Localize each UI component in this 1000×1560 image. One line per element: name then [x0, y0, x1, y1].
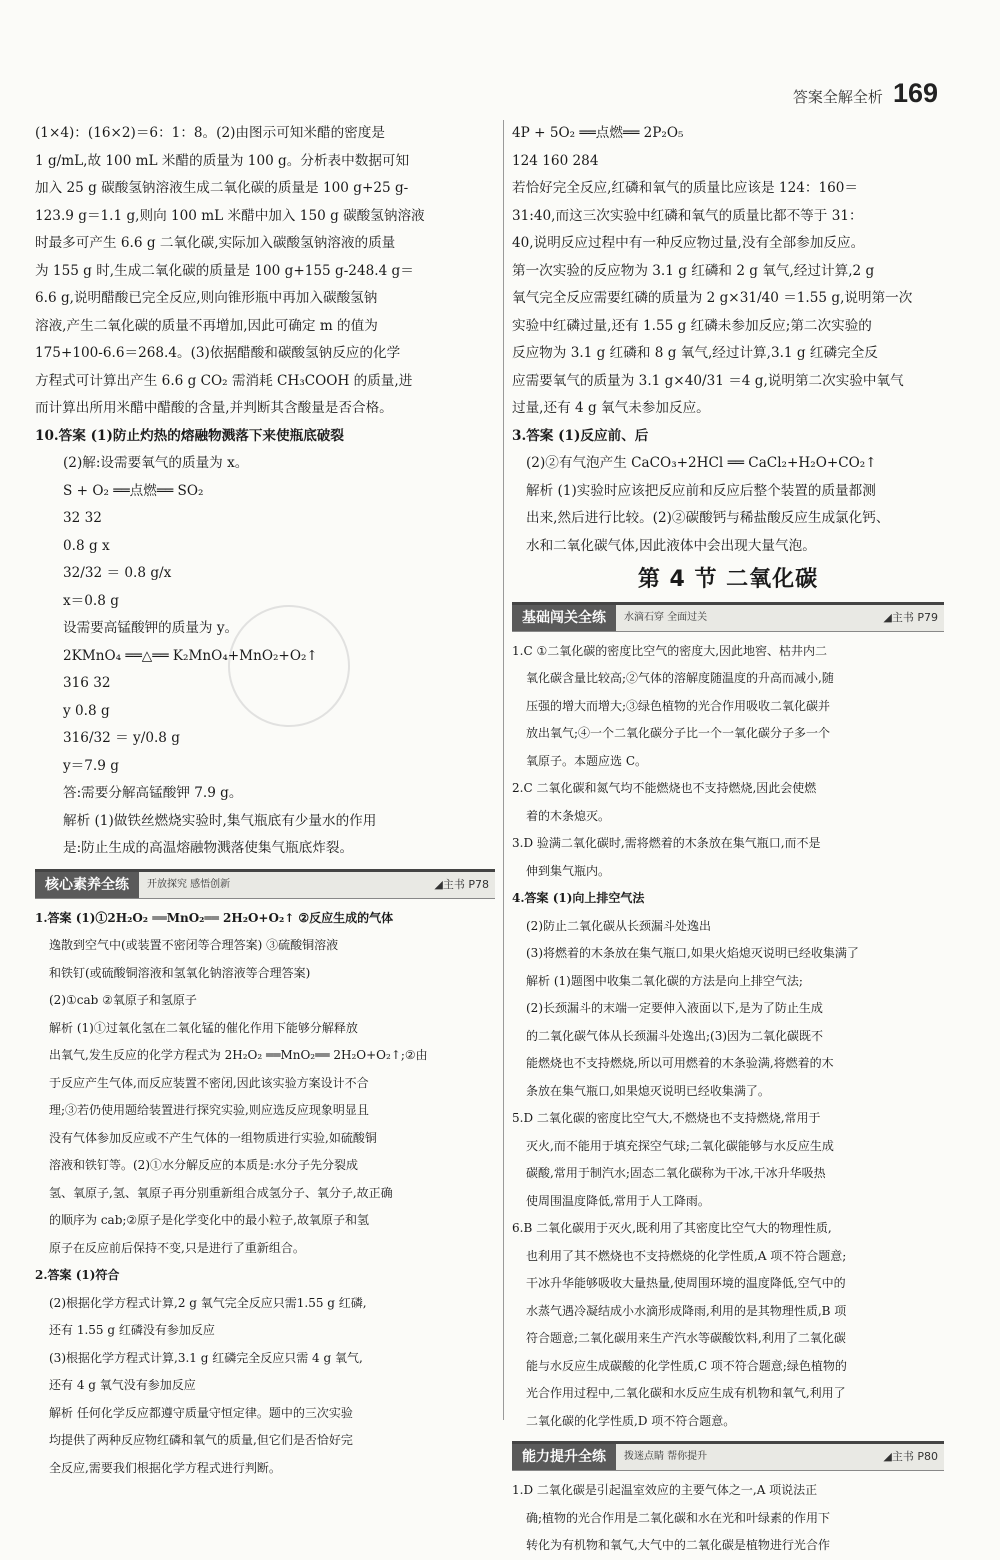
- analysis: 的顺序为 cab;②原子是化学变化中的最小粒子,故氧原子和氢: [49, 1213, 369, 1227]
- equation: 0.8 g x: [63, 537, 110, 554]
- text-line: 第一次实验的反应物为 3.1 g 红磷和 2 g 氧气,经过计算,2 g: [512, 262, 875, 279]
- equation: 316 32: [63, 675, 111, 691]
- text-line: 水蒸气遇冷凝结成小水滴形成降雨,利用的是其物理性质,B 项: [526, 1303, 847, 1318]
- analysis: 能燃烧也不支持燃烧,所以可用燃着的木条验满,将燃着的木: [526, 1056, 834, 1070]
- analysis: (2)长颈漏斗的末端一定要伸入液面以下,是为了防止生成: [526, 1001, 823, 1015]
- text-line: 175+100-6.6＝268.4。(3)依据醋酸和碳酸氢钠反应的化学: [35, 345, 401, 361]
- analysis: 没有气体参加反应或不产生气体的一组物质进行实验,如硫酸铜: [49, 1130, 377, 1145]
- text-line: 逸散到空气中(或装置不密闭等合理答案) ③硫酸铜溶液: [49, 938, 339, 952]
- equation: 124 160 284: [512, 152, 599, 169]
- text-line: 过量,还有 4 g 氧气未参加反应。: [512, 400, 710, 416]
- text-line: 转化为有机物和氧气,大气中的二氧化碳是植物进行光合作: [526, 1538, 830, 1552]
- text-line: 方程式可计算出产生 6.6 g CO₂ 需消耗 CH₃COOH 的质量,进: [35, 372, 413, 389]
- text-line: 还有 1.55 g 红磷没有参加反应: [49, 1323, 215, 1337]
- text-line: 6.6 g,说明醋酸已完全反应,则向锥形瓶中再加入碳酸氢钠: [35, 290, 378, 306]
- text-line: 为 155 g 时,生成二氧化碳的质量是 100 g+155 g-248.4 g＝: [35, 262, 414, 279]
- analysis: 是:防止生成的高温熔融物溅落使集气瓶底炸裂。: [63, 840, 354, 856]
- equation: y 0.8 g: [63, 702, 110, 719]
- answer-heading: 10.答案 (1)防止灼热的熔融物溅落下来使瓶底破裂: [35, 427, 344, 444]
- text-line: (1×4)：(16×2)＝6：1：8。(2)由图示可知米醋的密度是: [35, 125, 385, 141]
- text-line: 而计算出所用米醋中醋酸的含量,并判断其含酸量是否合格。: [35, 400, 393, 416]
- text-line: 还有 4 g 氧气没有参加反应: [49, 1378, 196, 1392]
- text-line: 能与水反应生成碳酸的化学性质,C 项不符合题意;绿色植物的: [526, 1358, 847, 1373]
- answer-heading: 4.答案 (1)向上排空气法: [512, 891, 645, 905]
- text-line: 也利用了其不燃烧也不支持燃烧的化学性质,A 项不符合题意;: [526, 1248, 847, 1263]
- answer-item: 6.B 二氧化碳用于灭火,既利用了其密度比空气大的物理性质,: [512, 1221, 832, 1235]
- text-line: 确;植物的光合作用是二氧化碳和水在光和叶绿素的作用下: [526, 1510, 831, 1525]
- text-line: 着的木条熄灭。: [526, 808, 611, 823]
- text-line: 实验中红磷过量,还有 1.55 g 红磷未参加反应;第二次实验的: [512, 317, 872, 334]
- analysis: 出氧气,发生反应的化学方程式为 2H₂O₂ ══MnO₂══ 2H₂O+O₂↑;②由: [49, 1048, 428, 1062]
- section-banner-basic: [512, 602, 944, 632]
- text-line: 31:40,而这三次实验中红磷和氧气的质量比都不等于 31：: [512, 207, 863, 224]
- left-column: [35, 120, 495, 1482]
- text-line: 加入 25 g 碳酸氢钠溶液生成二氧化碳的质量是 100 g+25 g-: [35, 180, 409, 196]
- banner-reference: ◢主书 P78: [434, 877, 489, 891]
- answer-heading: 1.答案 (1)①2H₂O₂ ══MnO₂══ 2H₂O+O₂↑ ②反应生成的气体: [35, 910, 394, 925]
- text-line: 放出氧气;④一个二氧化碳分子比一个一氧化碳分子多一个: [526, 726, 831, 740]
- text-line: 伸到集气瓶内。: [526, 863, 611, 878]
- page-number: 169: [892, 78, 938, 108]
- text-line: (2)解:设需要氧气的质量为 x。: [63, 455, 249, 471]
- text-line: 时最多可产生 6.6 g 二氧化碳,实际加入碳酸氢钠溶液的质量: [35, 235, 396, 251]
- text-line: 若恰好完全反应,红磷和氧气的质量比应该是 124：160＝: [512, 180, 859, 196]
- equation: y＝7.9 g: [63, 757, 119, 774]
- answer-heading: 2.答案 (1)符合: [35, 1268, 120, 1282]
- answer-item: 2.C 二氧化碳和氮气均不能燃烧也不支持燃烧,因此会使燃: [512, 781, 817, 795]
- equation: S + O₂ ══点燃══ SO₂: [63, 482, 204, 499]
- analysis: 解析 任何化学反应都遵守质量守恒定律。题中的三次实验: [49, 1405, 353, 1420]
- analysis: 均提供了两种反应物红磷和氧气的质量,但它们是否恰好完: [49, 1433, 353, 1447]
- text-line: 光合作用过程中,二氧化碳和水反应生成有机物和氧气,利用了: [526, 1386, 846, 1400]
- banner-label: 核心素养全练: [35, 872, 139, 898]
- page-header: [793, 78, 938, 109]
- answer-item: 3.D 验满二氧化碳时,需将燃着的木条放在集气瓶口,而不是: [512, 836, 821, 850]
- text-line: (2)防止二氧化碳从长颈漏斗处逸出: [526, 918, 711, 933]
- banner-reference: ◢主书 P80: [883, 1450, 938, 1464]
- analysis: 解析 (1)实验时应该把反应前和反应后整个装置的质量都测: [526, 482, 876, 499]
- header-title: 答案全解全析: [792, 88, 883, 106]
- text-line: 符合题意;二氧化碳用来生产汽水等碳酸饮料,利用了二氧化碳: [526, 1331, 846, 1345]
- text-line: 氧原子。本题应选 C。: [526, 753, 647, 768]
- text-line: (2)①cab ②氧原子和氢原子: [49, 993, 197, 1007]
- text-line: (2)②有气泡产生 CaCO₃+2HCl ══ CaCl₂+H₂O+CO₂↑: [526, 455, 877, 471]
- text-line: 40,说明反应过程中有一种反应物过量,没有全部参加反应。: [512, 235, 865, 251]
- analysis: 溶液和铁钉等。(2)①水分解反应的本质是:水分子先分裂成: [49, 1158, 359, 1172]
- section-title: 第 4 节 二氧化碳: [637, 567, 819, 592]
- text-line: (3)根据化学方程式计算,3.1 g 红磷完全反应只需 4 g 氧气,: [49, 1350, 363, 1365]
- answer-item: 1.C ①二氧化碳的密度比空气的密度大,因此地窖、枯井内二: [512, 643, 828, 658]
- analysis: 氢、氧原子,氢、氧原子再分别重新组合成氢分子、氧分子,故正确: [49, 1185, 393, 1200]
- answer-heading: 3.答案 (1)反应前、后: [512, 427, 649, 444]
- analysis: 出来,然后进行比较。(2)②碳酸钙与稀盐酸反应生成氯化钙、: [526, 510, 890, 526]
- text-line: 应需要氧气的质量为 3.1 g×40/31 ＝4 g,说明第二次实验中氧气: [512, 372, 904, 389]
- text-line: 干冰升华能够吸收大量热量,使周围环境的温度降低,空气中的: [526, 1276, 846, 1290]
- section-banner-core: [35, 869, 495, 899]
- analysis: 于反应产生气体,而反应装置不密闭,因此该实验方案设计不合: [49, 1075, 369, 1090]
- equation: 32 32: [63, 510, 102, 526]
- equation: 4P + 5O₂ ══点燃══ 2P₂O₅: [512, 125, 684, 141]
- text-line: 1 g/mL,故 100 mL 米醋的质量为 100 g。分析表中数据可知: [35, 152, 410, 169]
- answer-item: 1.D 二氧化碳是引起温室效应的主要气体之一,A 项说法正: [512, 1483, 818, 1497]
- text-line: 灭火,而不能用于填充探空气球;二氧化碳能够与水反应生成: [526, 1138, 834, 1153]
- analysis: 解析 (1)①过氧化氢在二氧化锰的催化作用下能够分解释放: [49, 1020, 358, 1035]
- banner-label: 基础闯关全练: [512, 605, 616, 631]
- analysis: 解析 (1)题图中收集二氧化碳的方法是向上排空气法;: [526, 973, 803, 988]
- analysis: 解析 (1)做铁丝燃烧实验时,集气瓶底有少量水的作用: [63, 812, 377, 829]
- text-line: (2)根据化学方程式计算,2 g 氧气完全反应只需1.55 g 红磷,: [49, 1295, 367, 1310]
- analysis: 条放在集气瓶口,如果熄灭说明已经收集满了。: [526, 1083, 770, 1098]
- text-line: 碳酸,常用于制汽水;固态二氧化碳称为干冰,干冰升华吸热: [526, 1166, 826, 1180]
- text-line: (3)将燃着的木条放在集气瓶口,如果火焰熄灭说明已经收集满了: [526, 946, 859, 960]
- column-divider: [503, 120, 504, 1420]
- banner-subtitle: 开放探究 感悟创新: [147, 878, 231, 890]
- section-banner-advanced: [512, 1441, 944, 1471]
- text-line: 氧化碳含量比较高;②气体的溶解度随温度的升高而减小,随: [526, 671, 834, 685]
- answer-item: 5.D 二氧化碳的密度比空气大,不燃烧也不支持燃烧,常用于: [512, 1111, 821, 1125]
- equation: 32/32 ＝ 0.8 g/x: [63, 565, 172, 581]
- analysis: 全反应,需要我们根据化学方程式进行判断。: [49, 1460, 281, 1475]
- text-line: 123.9 g＝1.1 g,则向 100 mL 米醋中加入 150 g 碳酸氢钠溶液: [35, 207, 425, 224]
- text-line: 反应物为 3.1 g 红磷和 8 g 氧气,经过计算,3.1 g 红磷完全反: [512, 345, 878, 361]
- banner-label: 能力提升全练: [512, 1444, 616, 1470]
- text-line: 和铁钉(或硫酸铜溶液和氢氧化钠溶液等合理答案): [49, 965, 311, 980]
- text-line: 答:需要分解高锰酸钾 7.9 g。: [63, 785, 243, 801]
- banner-subtitle: 水滴石穿 全面过关: [624, 611, 708, 623]
- equation: 316/32 ＝ y/0.8 g: [63, 730, 180, 746]
- text-line: 二氧化碳的化学性质,D 项不符合题意。: [526, 1413, 736, 1428]
- text-line: 设需要高锰酸钾的质量为 y。: [63, 620, 239, 636]
- equation: x＝0.8 g: [63, 592, 119, 609]
- text-line: 氧气完全反应需要红磷的质量为 2 g×31/40 ＝1.55 g,说明第一次: [512, 290, 913, 306]
- analysis: 理;③若仍使用题给装置进行探究实验,则应选反应现象明显且: [49, 1103, 369, 1117]
- banner-subtitle: 拨迷点睛 帮你提升: [624, 1451, 708, 1463]
- analysis: 的二氧化碳气体从长颈漏斗处逸出;(3)因为二氧化碳既不: [526, 1028, 824, 1043]
- analysis: 原子在反应前后保持不变,只是进行了重新组合。: [49, 1240, 305, 1255]
- text-line: 压强的增大而增大;③绿色植物的光合作用吸收二氧化碳并: [526, 698, 831, 713]
- analysis: 水和二氧化碳气体,因此液体中会出现大量气泡。: [526, 537, 816, 554]
- banner-reference: ◢主书 P79: [883, 610, 938, 624]
- right-column: [512, 120, 944, 1560]
- equation: 2KMnO₄ ══△══ K₂MnO₄+MnO₂+O₂↑: [63, 647, 318, 664]
- text-line: 溶液,产生二氧化碳的质量不再增加,因此可确定 m 的值为: [35, 317, 378, 334]
- text-line: 使周围温度降低,常用于人工降雨。: [526, 1193, 710, 1208]
